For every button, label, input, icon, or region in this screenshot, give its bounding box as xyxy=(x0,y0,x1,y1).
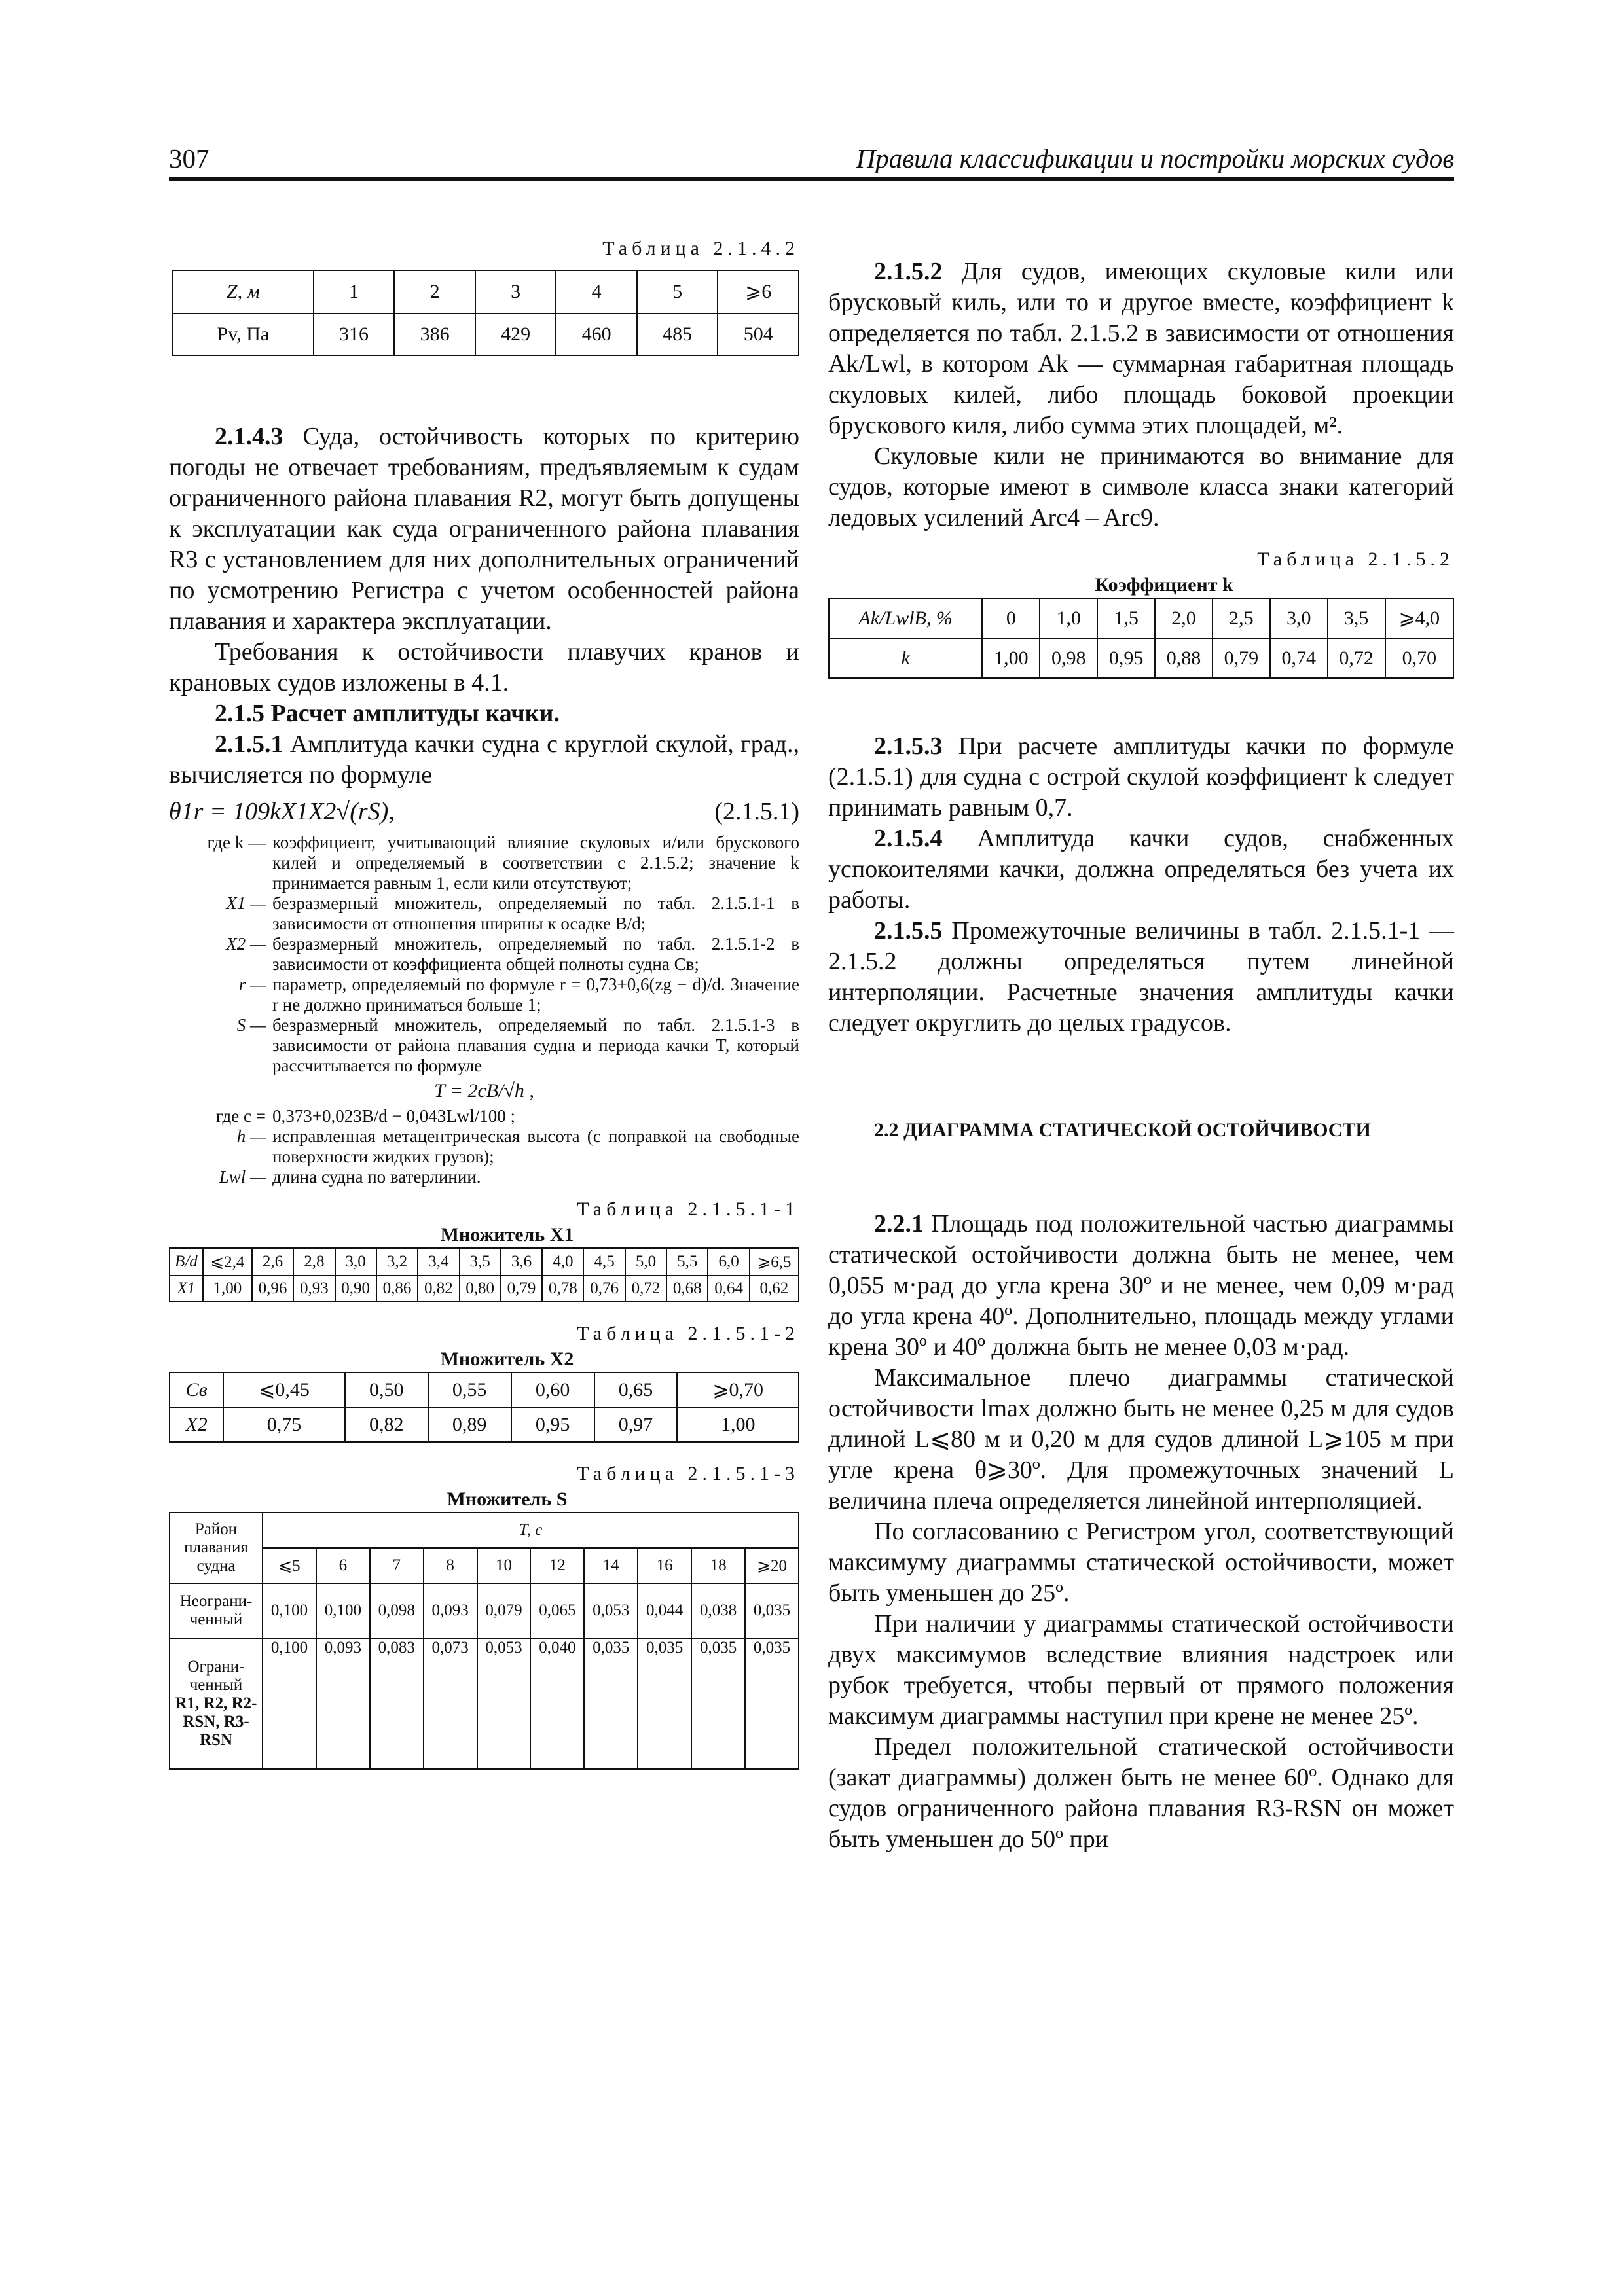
table-cell: 2,5 xyxy=(1213,598,1270,639)
table-2152-caption: Таблица 2.1.5.2 xyxy=(1257,548,1454,570)
table-21511-caption: Таблица 2.1.5.1-1 xyxy=(577,1198,799,1220)
table-cell: 0,68 xyxy=(666,1276,708,1302)
table-cell: B/d xyxy=(170,1248,203,1276)
heading-215: 2.1.5 Расчет амплитуды качки. xyxy=(215,700,560,727)
definition-row xyxy=(169,1015,799,1076)
table-cell: 0,96 xyxy=(252,1276,293,1302)
table-cell: ⩾6,5 xyxy=(750,1248,799,1276)
table-cell: ⩾0,70 xyxy=(677,1372,799,1408)
table-row xyxy=(170,1548,799,1583)
table-cell: 0,75 xyxy=(223,1408,344,1442)
table-21512-title: Множитель X2 xyxy=(440,1348,574,1370)
paragraph-text: Промежуточные величины в табл. 2.1.5.1-1 — 2.1.5.2 должны определяться путем линейной интерполяции. Расчетные значения амплитуды качки следует округлить до целых градусов. xyxy=(828,917,1454,1037)
table-cell: 0,60 xyxy=(511,1372,594,1408)
table-cell: Ak/LwlB, % xyxy=(829,598,982,639)
definition-row xyxy=(169,934,799,975)
table-cell: 0,035 xyxy=(745,1583,799,1638)
table-2152-title: Коэффициент k xyxy=(1095,574,1233,596)
paragraph-text: Суда, остойчивость которых по критерию погоды не отвечает требованиям, предъявляемым к судам ограниченного района плавания R2, могут быть допущены к эксплуатации как суда ограниченного района плавания R3 с установлением для них дополнительных ограничений по усмотрению Регистра с учетом особенностей района плавания и характера эксплуатации. xyxy=(169,423,799,635)
table-cell: 429 xyxy=(475,314,556,355)
table-21511 xyxy=(169,1247,799,1302)
table-cell: 0,72 xyxy=(1328,639,1385,678)
table-row xyxy=(829,598,1453,639)
table-cell: 504 xyxy=(718,314,799,355)
table-2152 xyxy=(828,598,1454,679)
table-cell: 1,00 xyxy=(677,1408,799,1442)
table-cell: 2,0 xyxy=(1155,598,1213,639)
table-cell: 3,0 xyxy=(1270,598,1328,639)
table-cell: 0,74 xyxy=(1270,639,1328,678)
table-row xyxy=(173,314,799,355)
table-21512-caption: Таблица 2.1.5.1-2 xyxy=(577,1323,799,1344)
table-cell: 0,82 xyxy=(345,1408,428,1442)
table-cell: X2 xyxy=(170,1408,223,1442)
table-cell: 10 xyxy=(477,1548,531,1583)
table-cell: 14 xyxy=(584,1548,638,1583)
table-cell: 1,00 xyxy=(203,1276,252,1302)
table-cell: 4,5 xyxy=(583,1248,625,1276)
table-cell: 5 xyxy=(637,270,718,314)
table-cell: 0,90 xyxy=(335,1276,376,1302)
table-cell: 0,053 xyxy=(584,1583,638,1638)
table-cell: ⩽5 xyxy=(263,1548,316,1583)
definition-key: r — xyxy=(238,975,266,994)
table-cell: 1,5 xyxy=(1097,598,1155,639)
definition-text: безразмерный множитель, определяемый по табл. 2.1.5.1-3 в зависимости от района плавания судна и периода качки T, который рассчитывается по формуле xyxy=(272,1015,799,1075)
row-label-regions: R1, R2, R2-RSN, R3-RSN xyxy=(175,1695,257,1749)
table-cell: 0,093 xyxy=(424,1583,477,1638)
formula-period: T = 2cB/√h , xyxy=(434,1080,534,1102)
definitions xyxy=(169,833,799,1187)
table-cell: 3,2 xyxy=(376,1248,418,1276)
table-cell: 0,79 xyxy=(1213,639,1270,678)
paragraph-text: Площадь под положительной частью диаграммы статической остойчивости должна быть не менее, чем 0,055 м·рад до угла крена 30º и не менее, чем 0,09 м·рад до угла крена 40º. Дополнительно, площадь между углами крена 30º и 40º должна быть не менее 0,03 м·рад. xyxy=(828,1210,1454,1361)
table-cell: ⩽2,4 xyxy=(203,1248,252,1276)
definition-key: X2 — xyxy=(226,934,266,954)
table-cell: 485 xyxy=(637,314,718,355)
table-cell: 0,64 xyxy=(708,1276,749,1302)
clause-number: 2.1.5.2 xyxy=(874,258,943,285)
table-cell: 4,0 xyxy=(542,1248,583,1276)
table-cell: 0,083 xyxy=(370,1638,424,1769)
definition-text: 0,373+0,023B/d − 0,043Lwl/100 ; xyxy=(272,1106,515,1126)
definition-key: где c = xyxy=(215,1106,266,1126)
table-cell: 0,100 xyxy=(263,1638,316,1769)
table-row xyxy=(170,1583,799,1638)
table-row xyxy=(170,1248,799,1276)
table-cell: 0,70 xyxy=(1385,639,1453,678)
definition-row xyxy=(169,975,799,1015)
table-cell: 0,035 xyxy=(584,1638,638,1769)
table-cell: 5,0 xyxy=(625,1248,666,1276)
header-rule xyxy=(169,177,1454,181)
row-label-main: Ограни-ченный xyxy=(187,1658,245,1694)
table-cell: 316 xyxy=(314,314,395,355)
table-row xyxy=(173,270,799,314)
table-cell: 0,62 xyxy=(750,1276,799,1302)
page-number: 307 xyxy=(169,143,210,173)
table-21513-title: Множитель S xyxy=(447,1488,568,1510)
table-cell: 386 xyxy=(394,314,475,355)
paragraph-limit: Предел положительной статической остойчивости (закат диаграммы) должен быть не менее 60º. Однако для судов ограниченного района плавания R3-RSN он может быть уменьшен до 50º при xyxy=(828,1733,1454,1853)
table-cell: 0,035 xyxy=(691,1638,745,1769)
paragraph-2152 xyxy=(828,257,1454,441)
table-cell: 0,053 xyxy=(477,1638,531,1769)
formula-expression: θ1r = 109kX1X2√(rS), xyxy=(169,798,395,825)
table-cell: 1,0 xyxy=(1040,598,1097,639)
table-cell: 0,079 xyxy=(477,1583,531,1638)
table-cell: 0,93 xyxy=(293,1276,335,1302)
table-cell: 0,86 xyxy=(376,1276,418,1302)
table-cell: 0,100 xyxy=(263,1583,316,1638)
table-2142 xyxy=(172,270,799,356)
paragraph-221 xyxy=(828,1209,1454,1363)
paragraph-text: Амплитуда качки судов, снабженных успокоителями качки, должна определяться без учета их работы. xyxy=(828,825,1454,914)
table-cell: 18 xyxy=(691,1548,745,1583)
definition-key: где k — xyxy=(207,833,266,852)
paragraph-text: При расчете амплитуды качки по формуле (2.1.5.1) для судна с острой скулой коэффициент k следует принимать равным 0,7. xyxy=(828,732,1454,821)
paragraph-keels: Скуловые кили не принимаются во внимание для судов, которые имеют в символе класса знаки категорий ледовых усилений Arc4 – Arc9. xyxy=(828,442,1454,531)
table-cell: Pv, Па xyxy=(173,314,314,355)
definition-text: параметр, определяемый по формуле r = 0,73+0,6(zg − d)/d. Значение r не должно приниматься больше 1; xyxy=(272,975,799,1014)
definition-row xyxy=(169,833,799,893)
table-cell: 3 xyxy=(475,270,556,314)
table-cell: 2,6 xyxy=(252,1248,293,1276)
table-cell: 0,038 xyxy=(691,1583,745,1638)
table-cell: 0,95 xyxy=(1097,639,1155,678)
paragraph-max-arm: Максимальное плечо диаграммы статической остойчивости lmax должно быть не менее 0,25 м для судов длиной L⩽80 м и 0,20 м для судов длиной L⩾105 м при угле крена θ⩾30º. Для промежуточных значений L величина плеча определяется линейной интерполяцией. xyxy=(828,1364,1454,1515)
section-heading-22: 2.2 ДИАГРАММА СТАТИЧЕСКОЙ ОСТОЙЧИВОСТИ xyxy=(874,1119,1371,1141)
table-cell: k xyxy=(829,639,982,678)
table-row xyxy=(170,1276,799,1302)
table-cell: 4 xyxy=(556,270,637,314)
table-cell: 0,97 xyxy=(594,1408,678,1442)
table-row-label xyxy=(170,1638,263,1769)
table-cell: 0,79 xyxy=(501,1276,542,1302)
table-cell: 0,044 xyxy=(638,1583,691,1638)
table-cell: 1,00 xyxy=(982,639,1040,678)
table-cell: 0,95 xyxy=(511,1408,594,1442)
paragraph-2153 xyxy=(828,731,1454,823)
clause-number: 2.1.5.3 xyxy=(874,732,943,760)
paragraph-cranes: Требования к остойчивости плавучих кранов и крановых судов изложены в 4.1. xyxy=(169,638,799,696)
paragraph-2155 xyxy=(828,916,1454,1039)
table-cell: ⩾20 xyxy=(745,1548,799,1583)
table-cell: 0,89 xyxy=(428,1408,511,1442)
table-cell: 0,80 xyxy=(460,1276,501,1302)
table-cell: 0,76 xyxy=(583,1276,625,1302)
table-21511-title: Множитель X1 xyxy=(440,1224,574,1246)
definition-row xyxy=(169,893,799,934)
table-21513-caption: Таблица 2.1.5.1-3 xyxy=(577,1463,799,1484)
table-cell: 16 xyxy=(638,1548,691,1583)
table-cell: 3,4 xyxy=(418,1248,459,1276)
table-cell: 0,098 xyxy=(370,1583,424,1638)
table-cell: 0,98 xyxy=(1040,639,1097,678)
table-row xyxy=(829,639,1453,678)
running-title: Правила классификации и постройки морских судов xyxy=(856,143,1454,173)
table-row xyxy=(170,1372,799,1408)
table-header-cell: T, с xyxy=(263,1513,799,1548)
table-row-label: Неограни-ченный xyxy=(170,1583,263,1638)
table-21513 xyxy=(169,1512,799,1770)
table-cell: 0,035 xyxy=(745,1638,799,1769)
table-cell: 3,5 xyxy=(1328,598,1385,639)
table-cell: ⩽0,45 xyxy=(223,1372,344,1408)
table-cell: 0,065 xyxy=(530,1583,584,1638)
table-row xyxy=(170,1513,799,1548)
definition-key: h — xyxy=(236,1126,266,1146)
table-cell: 2 xyxy=(394,270,475,314)
table-cell: Cв xyxy=(170,1372,223,1408)
table-cell: 8 xyxy=(424,1548,477,1583)
definition-text: исправленная метацентрическая высота (с поправкой на свободные поверхности жидких грузов); xyxy=(272,1126,799,1166)
table-cell: X1 xyxy=(170,1276,203,1302)
table-cell: 6,0 xyxy=(708,1248,749,1276)
table-cell: 6 xyxy=(316,1548,370,1583)
table-cell: 0,78 xyxy=(542,1276,583,1302)
definition-text: длина судна по ватерлинии. xyxy=(272,1167,481,1187)
clause-number: 2.1.5.5 xyxy=(874,917,943,944)
table-cell: 1 xyxy=(314,270,395,314)
table-cell: 0,82 xyxy=(418,1276,459,1302)
table-cell: 3,6 xyxy=(501,1248,542,1276)
table-cell: 0,040 xyxy=(530,1638,584,1769)
table-cell: 7 xyxy=(370,1548,424,1583)
table-cell: ⩾6 xyxy=(718,270,799,314)
paragraph-text: Амплитуда качки судна с круглой скулой, град., вычисляется по формуле xyxy=(169,730,799,789)
table-cell: 3,5 xyxy=(460,1248,501,1276)
table-cell: 0,55 xyxy=(428,1372,511,1408)
table-cell: 3,0 xyxy=(335,1248,376,1276)
clause-number: 2.1.4.3 xyxy=(215,423,283,450)
definition-text: безразмерный множитель, определяемый по табл. 2.1.5.1-2 в зависимости от коэффициента общей полноты судна Cв; xyxy=(272,934,799,974)
paragraph-2151 xyxy=(169,729,799,791)
right-column xyxy=(828,257,1454,1855)
definition-row xyxy=(169,1126,799,1167)
table-cell: ⩾4,0 xyxy=(1385,598,1453,639)
paragraph-text: Для судов, имеющих скуловые кили или брусковый киль, или то и другое вместе, коэффициент k определяется по табл. 2.1.5.2 в зависимости от отношения Ak/Lwl, в котором Ak — суммарная габаритная площадь скуловых килей, либо площадь боковой проекции брускового киля, либо сумма этих площадей, м². xyxy=(828,258,1454,439)
definition-key: X1 — xyxy=(226,893,266,913)
clause-number: 2.1.5.1 xyxy=(215,730,283,758)
table-cell: 0,65 xyxy=(594,1372,678,1408)
left-column xyxy=(169,236,799,1770)
table-cell: 0,88 xyxy=(1155,639,1213,678)
formula-number: (2.1.5.1) xyxy=(714,798,799,825)
table-cell: 0,073 xyxy=(424,1638,477,1769)
definition-key: S — xyxy=(236,1015,266,1035)
table-cell: 12 xyxy=(530,1548,584,1583)
table-cell: 2,8 xyxy=(293,1248,335,1276)
definition-row xyxy=(169,1106,799,1126)
clause-number: 2.2.1 xyxy=(874,1210,924,1238)
table-cell: 460 xyxy=(556,314,637,355)
paragraph-register: По согласованию с Регистром угол, соответствующий максимуму диаграммы статической остойчивости, может быть уменьшен до 25º. xyxy=(828,1518,1454,1607)
paragraph-2143 xyxy=(169,422,799,637)
table-cell: 0,100 xyxy=(316,1583,370,1638)
definition-text: коэффициент, учитывающий влияние скуловых и/или брускового килей и определяемый в соответствии с 2.1.5.2; значение k принимается равным 1, если кили отсутствуют; xyxy=(272,833,799,893)
table-cell: 0,50 xyxy=(345,1372,428,1408)
table-header-cell: Район плавания судна xyxy=(170,1513,263,1583)
table-cell: Z, м xyxy=(173,270,314,314)
table-cell: 0,093 xyxy=(316,1638,370,1769)
formula-2151 xyxy=(169,795,799,829)
table-2142-caption: Таблица 2.1.4.2 xyxy=(602,238,799,259)
table-cell: 0,72 xyxy=(625,1276,666,1302)
table-cell: 0,035 xyxy=(638,1638,691,1769)
table-row xyxy=(170,1408,799,1442)
definition-text: безразмерный множитель, определяемый по табл. 2.1.5.1-1 в зависимости от отношения ширины к осадке B/d; xyxy=(272,893,799,933)
table-21512 xyxy=(169,1372,799,1443)
table-cell: 0 xyxy=(982,598,1040,639)
clause-number: 2.1.5.4 xyxy=(874,825,943,852)
paragraph-two-max: При наличии у диаграммы статической остойчивости двух максимумов вследствие влияния надстроек или рубок требуется, чтобы первый от прямого положения максимум диаграммы наступил при крене не менее 25º. xyxy=(828,1610,1454,1730)
table-cell: 5,5 xyxy=(666,1248,708,1276)
definition-key: Lwl — xyxy=(219,1167,266,1187)
definition-row xyxy=(169,1167,799,1187)
paragraph-2154 xyxy=(828,823,1454,916)
table-row xyxy=(170,1638,799,1769)
